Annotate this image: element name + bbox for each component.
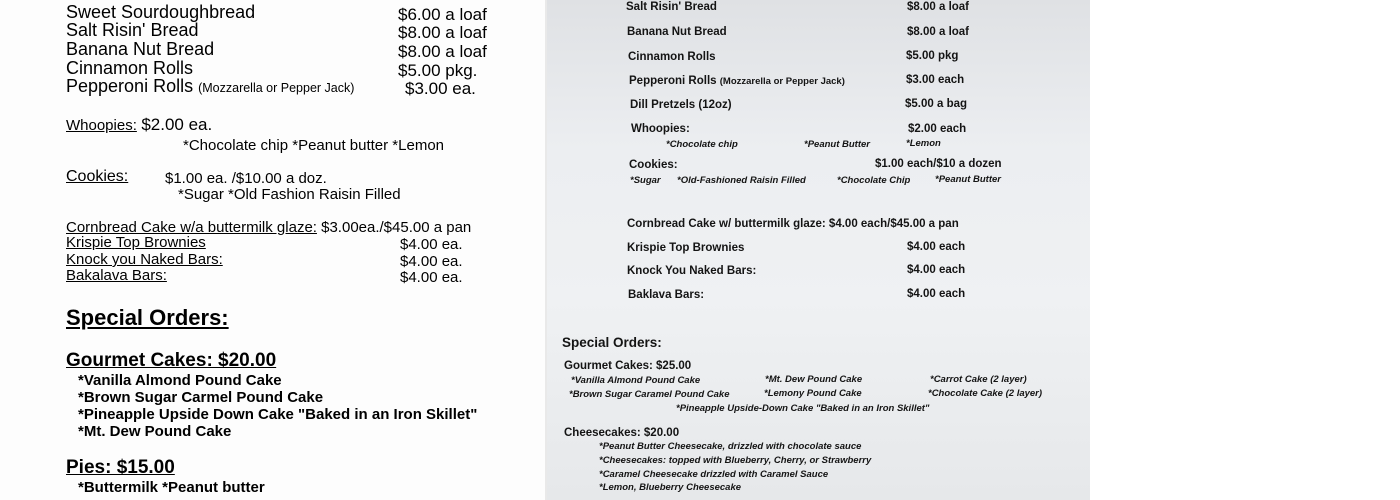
right-menu-photo [547,0,1090,500]
whoopies-price: $2.00 each [908,123,967,135]
bar-price: $4.00 each [907,288,966,300]
menu-item: Salt Risin' Bread [626,1,717,13]
menu-price: $6.00 a loaf [398,5,487,24]
cheesecake-item: *Caramel Cheesecake drizzled with Caramel Sauce [599,469,829,480]
cheesecakes-title: Cheesecakes: $20.00 [564,427,680,439]
gourmet-cake-item: *Mt. Dew Pound Cake [765,374,863,385]
gourmet-cake-item: *Lemony Pound Cake [764,388,862,399]
menu-item: Salt Risin' Bread [66,20,199,40]
blank-area [1090,0,1400,500]
cheesecake-item: *Peanut Butter Cheesecake, drizzled with chocolate sauce [599,441,862,452]
cookies-price: $1.00 ea. /$10.00 a doz. [165,170,327,187]
bar-item: Bakalava Bars: [66,267,167,284]
menu-price: $8.00 a loaf [907,1,970,13]
gourmet-cake-item: *Pineapple Upside-Down Cake "Baked in an Iron Skillet" [676,403,930,414]
cheesecake-item: *Cheesecakes: topped with Blueberry, Cherry, or Strawberry [599,455,872,466]
menu-item: Dill Pretzels (12oz) [630,99,732,111]
whoopies-flavors: *Chocolate chip *Peanut butter *Lemon [183,137,445,154]
menu-item: Sweet Sourdoughbread [66,2,256,22]
cookies-flavors: *Sugar *Old Fashion Raisin Filled [178,186,401,203]
menu-item: Cinnamon Rolls [66,58,194,78]
menu-price: $8.00 a loaf [398,23,487,42]
cookies-flavor: *Peanut Butter [935,174,1001,185]
left-menu-photo [0,0,545,500]
menu-item: Pepperoni Rolls (Mozzarella or Pepper Jack) [66,76,355,96]
cookies-flavor: *Sugar [630,175,661,186]
cookies-label: Cookies: [629,159,678,171]
gourmet-cake-item: *Mt. Dew Pound Cake [78,423,232,440]
cornbread-item: Cornbread Cake w/ buttermilk glaze: $4.00 each/$45.00 a pan [627,218,959,230]
gourmet-cakes-title: Gourmet Cakes: $20.00 [66,350,277,371]
whoopies-label: Whoopies: [631,123,690,135]
gourmet-cake-item: *Brown Sugar Carmel Pound Cake [78,389,324,406]
gourmet-cake-item: *Vanilla Almond Pound Cake [78,372,282,389]
gourmet-cake-item: *Brown Sugar Caramel Pound Cake [569,389,730,400]
menu-price: $8.00 a loaf [907,26,970,38]
gourmet-cake-item: *Vanilla Almond Pound Cake [571,375,701,386]
gourmet-cake-item: *Chocolate Cake (2 layer) [928,388,1043,399]
menu-price: $5.00 a bag [905,98,968,110]
bar-item: Knock You Naked Bars: [627,265,757,277]
pies-title: Pies: $15.00 [66,457,175,478]
menu-item: Banana Nut Bread [66,39,215,59]
bar-price: $4.00 ea. [400,236,463,253]
cookies-flavor: *Chocolate Chip [837,175,911,186]
special-orders-title: Special Orders: [66,305,229,330]
bar-item: Baklava Bars: [628,289,705,301]
whoopies-flavor: *Chocolate chip [666,139,738,150]
menu-item: Cinnamon Rolls [628,51,716,63]
cookies-flavor: *Old-Fashioned Raisin Filled [677,175,806,186]
gourmet-cake-item: *Pineapple Upside Down Cake "Baked in an Iron Skillet" [78,406,478,423]
menu-item: Banana Nut Bread [627,26,727,38]
whoopies-row [66,115,212,136]
whoopies-label: Whoopies: [66,117,137,134]
whoopies-flavor: *Peanut Butter [804,139,870,150]
bar-item: Cornbread Cake w/a buttermilk glaze: $3.00ea./$45.00 a pan [66,219,472,236]
cookies-label: Cookies: [66,168,129,185]
menu-price: $3.00 each [906,74,965,86]
special-orders-title: Special Orders: [562,335,662,350]
gourmet-cakes-title: Gourmet Cakes: $25.00 [564,360,692,372]
menu-price: $3.00 ea. [405,79,476,98]
menu-price: $5.00 pkg [906,50,959,62]
gourmet-cake-item: *Carrot Cake (2 layer) [930,374,1027,385]
pie-item: *Buttermilk *Peanut butter [78,479,265,496]
whoopies-flavor: *Lemon [906,138,941,149]
bar-price: $4.00 ea. [400,269,463,286]
cheesecake-item: *Lemon, Blueberry Cheesecake [599,482,742,493]
cookies-price: $1.00 each/$10 a dozen [875,158,1002,170]
bar-price: $4.00 each [907,241,966,253]
menu-item-note: (Mozzarella or Pepper Jack) [719,76,845,87]
bar-price: $4.00 ea. [400,253,463,270]
bar-item: Krispie Top Brownies [66,234,206,251]
menu-price: $5.00 pkg. [398,61,478,80]
menu-price: $8.00 a loaf [398,42,487,61]
whoopies-price: $2.00 ea. [141,115,213,134]
bar-item: Knock you Naked Bars: [66,251,223,268]
bar-item: Krispie Top Brownies [627,242,745,254]
menu-item: Pepperoni Rolls (Mozzarella or Pepper Jack) [629,75,845,87]
bar-price: $4.00 each [907,264,966,276]
menu-item-note: (Mozzarella or Pepper Jack) [198,81,355,95]
